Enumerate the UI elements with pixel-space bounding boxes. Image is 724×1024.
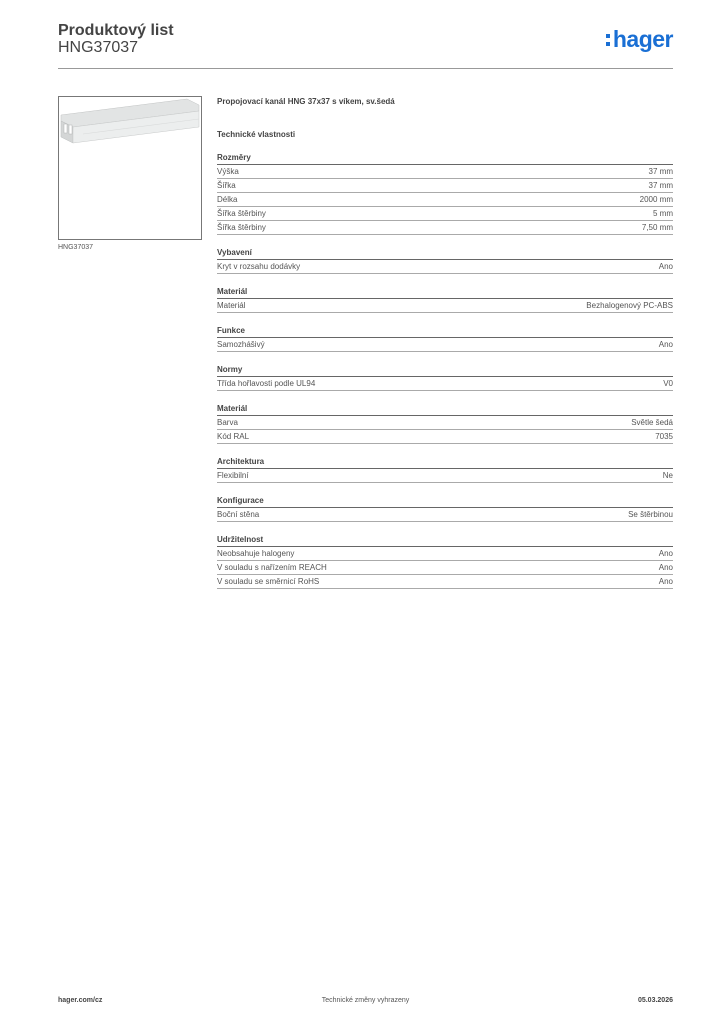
spec-label: Šířka štěrbiny (217, 223, 266, 232)
spec-label: Materiál (217, 301, 246, 310)
spec-value: 7035 (655, 432, 673, 441)
spec-row (217, 165, 673, 179)
section-material (217, 286, 673, 313)
spec-value: 5 mm (653, 209, 673, 218)
footer-notice: Technické změny vyhrazeny (321, 997, 410, 1004)
section-standards (217, 364, 673, 391)
spec-label: V souladu se směrnicí RoHS (217, 577, 320, 586)
spec-row (217, 561, 673, 575)
spec-value: 37 mm (648, 167, 673, 176)
spec-value: 7,50 mm (641, 223, 673, 232)
product-image (58, 96, 202, 240)
header-divider (58, 68, 673, 69)
spec-row (217, 260, 673, 274)
section-title: Materiál (217, 286, 673, 299)
spec-label: Kód RAL (217, 432, 250, 441)
spec-label: Neobsahuje halogeny (217, 549, 295, 558)
section-function (217, 325, 673, 352)
section-configuration (217, 495, 673, 522)
spec-value: 2000 mm (639, 195, 673, 204)
section-equipment (217, 247, 673, 274)
logo-colon-icon (606, 30, 612, 48)
spec-row (217, 508, 673, 522)
spec-row (217, 221, 673, 235)
spec-row (217, 430, 673, 444)
section-architecture (217, 456, 673, 483)
spec-label: Boční stěna (217, 510, 260, 519)
section-title: Rozměry (217, 152, 673, 165)
spec-value: Ano (658, 549, 673, 558)
spec-row (217, 377, 673, 391)
spec-row (217, 575, 673, 589)
technical-properties-heading: Technické vlastnosti (217, 130, 296, 139)
spec-value: Ano (658, 340, 673, 349)
spec-value: Světle šedá (631, 418, 673, 427)
spec-label: V souladu s nařízením REACH (217, 563, 327, 572)
spec-label: Šířka (217, 181, 236, 190)
page-header (58, 20, 673, 68)
section-title: Architektura (217, 456, 673, 469)
section-title: Normy (217, 364, 673, 377)
spec-label: Výška (217, 167, 239, 176)
spec-value: Ne (662, 471, 673, 480)
document-title: Produktový list (58, 22, 174, 39)
section-title: Funkce (217, 325, 673, 338)
spec-row (217, 207, 673, 221)
product-code: HNG37037 (58, 39, 139, 56)
section-title: Vybavení (217, 247, 673, 260)
section-title: Materiál (217, 403, 673, 416)
spec-label: Třída hořlavosti podle UL94 (217, 379, 316, 388)
spec-value: Bezhalogenový PC-ABS (586, 301, 673, 310)
section-dimensions (217, 152, 673, 235)
spec-label: Kryt v rozsahu dodávky (217, 262, 301, 271)
spec-row (217, 469, 673, 483)
section-title: Udržitelnost (217, 534, 673, 547)
spec-value: Ano (658, 563, 673, 572)
cable-duct-illustration (59, 97, 201, 239)
spec-row (217, 299, 673, 313)
section-sustainability (217, 534, 673, 589)
spec-label: Šířka štěrbiny (217, 209, 266, 218)
spec-value: Ano (658, 262, 673, 271)
spec-value: 37 mm (648, 181, 673, 190)
spec-row (217, 179, 673, 193)
image-caption: HNG37037 (58, 244, 94, 251)
section-material-color (217, 403, 673, 444)
spec-value: Ano (658, 577, 673, 586)
spec-label: Barva (217, 418, 238, 427)
spec-value: Se štěrbinou (628, 510, 673, 519)
spec-row (217, 338, 673, 352)
website-link[interactable]: hager.com/cz (58, 997, 103, 1004)
footer-date: 05.03.2026 (637, 997, 673, 1004)
product-name: Propojovací kanál HNG 37x37 s víkem, sv.šedá (217, 97, 395, 106)
spec-row (217, 547, 673, 561)
spec-label: Flexibilní (217, 471, 249, 480)
spec-label: Délka (217, 195, 238, 204)
spec-label: Samozhášivý (217, 340, 265, 349)
page-footer (58, 997, 673, 1009)
hager-logo (606, 26, 673, 53)
section-title: Konfigurace (217, 495, 673, 508)
product-details (217, 96, 673, 601)
spec-row (217, 416, 673, 430)
spec-value: V0 (663, 379, 673, 388)
logo-text: hager (612, 26, 673, 52)
spec-row (217, 193, 673, 207)
